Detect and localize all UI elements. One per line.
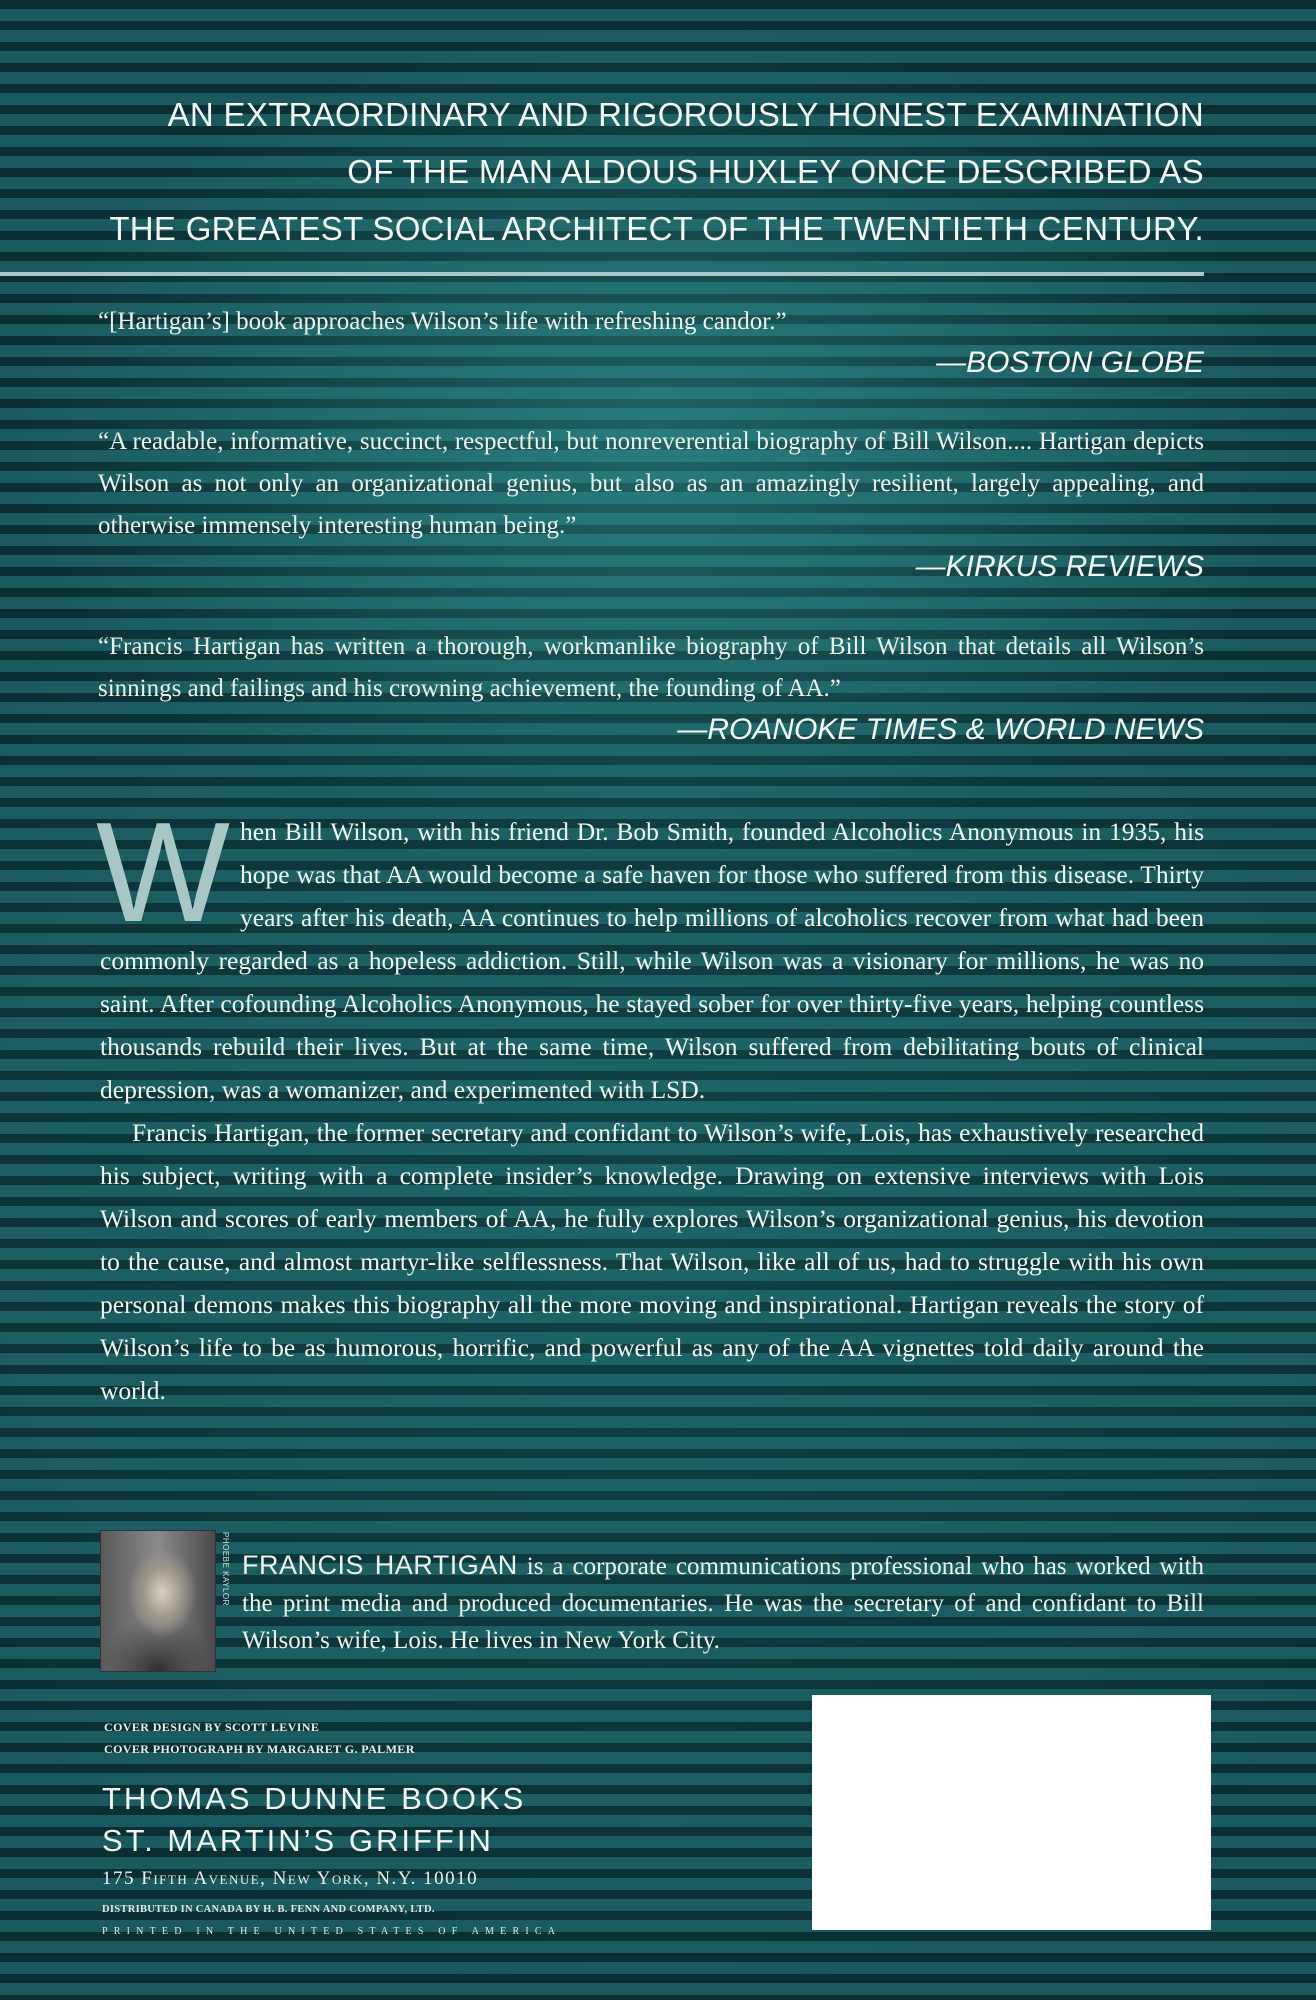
- publisher-address: 175 Fifth Avenue, New York, N.Y. 10010: [102, 1868, 479, 1889]
- distribution-note: DISTRIBUTED IN CANADA BY H. B. FENN AND COMPANY, LTD.: [102, 1904, 435, 1915]
- imprint-name: THOMAS DUNNE BOOKS: [102, 1781, 527, 1816]
- photo-credit: PHOEBE KAYLOR: [221, 1532, 230, 1606]
- review-quote-roanoke: [98, 626, 1204, 750]
- headline-line: OF THE MAN ALDOUS HUXLEY ONCE DESCRIBED AS: [347, 153, 1204, 190]
- headline-line: THE GREATEST SOCIAL ARCHITECT OF THE TWENTIETH CENTURY.: [109, 210, 1204, 247]
- description: [96, 793, 1204, 1412]
- paragraph-text: hen Bill Wilson, with his friend Dr. Bob Smith, founded Alcoholics Anonymous in 1935, his hope was that AA would become a safe haven for those who suffered from this disease. Thirty years after his death, AA continues to help millions of alcoholics recover from what had been commonly regarded as a hopeless addiction. Still, while Wilson was a visionary for millions, he was no saint. After cofounding Alcoholics Anonymous, he stayed sober for over thirty-five years, helping countless thousands rebuild their lives. But at the same time, Wilson suffered from debilitating bouts of clinical depression, was a womanizer, and experimented with LSD.: [100, 817, 1204, 1104]
- cover-design-credit: COVER DESIGN BY SCOTT LEVINE: [104, 1720, 320, 1734]
- quote-text: “[Hartigan’s] book approaches Wilson’s life with refreshing candor.”: [98, 308, 787, 335]
- quote-source: —ROANOKE TIMES & WORLD NEWS: [677, 713, 1204, 746]
- description-paragraph: [96, 793, 1204, 1111]
- author-bio: [242, 1547, 1204, 1659]
- description-paragraph: Francis Hartigan, the former secretary and confidant to Wilson’s wife, Lois, has exhaustively researched his subject, writing with a complete insider’s knowledge. Drawing on extensive interviews with Lois Wilson and scores of early members of AA, he fully explores Wilson’s organizational genius, his devotion to the cause, and almost martyr-like selflessness. That Wilson, like all of us, had to struggle with his own personal demons makes this biography all the more moving and inspirational. Hartigan reveals the story of Wilson’s life to be as humorous, horrific, and powerful as any of the AA vignettes told daily around the world.: [100, 1118, 1204, 1405]
- imprint-name: ST. MARTIN’S GRIFFIN: [102, 1823, 494, 1858]
- author-photo: [100, 1530, 216, 1672]
- review-quote-kirkus: [98, 421, 1204, 587]
- quote-source: —BOSTON GLOBE: [936, 346, 1204, 379]
- cover-credits: [104, 1716, 604, 1760]
- quote-text: “A readable, informative, succinct, respectful, but nonreverential biography of Bill Wilson.... Hartigan depicts Wilson as not only an organizational genius, but also as an amazingly resilient, largely appealing, and otherwise immensely interesting human being.”: [98, 428, 1204, 539]
- headline-divider: [0, 272, 1204, 276]
- barcode-area: [812, 1695, 1211, 1930]
- headline-line: AN EXTRAORDINARY AND RIGOROUSLY HONEST EXAMINATION: [167, 96, 1204, 133]
- cover-photograph-credit: COVER PHOTOGRAPH BY MARGARET G. PALMER: [104, 1742, 415, 1756]
- headline: [80, 86, 1204, 257]
- publisher-imprint: [102, 1778, 582, 1862]
- review-quote-boston-globe: [98, 301, 1204, 383]
- quote-text: “Francis Hartigan has written a thorough, workmanlike biography of Bill Wilson that details all Wilson’s sinnings and failings and his crowning achievement, the founding of AA.”: [98, 633, 1204, 702]
- bio-text: is a corporate communications professional who has worked with the print media and produced documentaries. He was the secretary of and confidant to Bill Wilson’s wife, Lois. He lives in New York City.: [242, 1553, 1204, 1654]
- quote-source: —KIRKUS REVIEWS: [915, 550, 1204, 583]
- drop-cap: W: [96, 793, 231, 952]
- author-name: FRANCIS HARTIGAN: [242, 1550, 518, 1580]
- printed-note: PRINTED IN THE UNITED STATES OF AMERICA: [102, 1926, 562, 1937]
